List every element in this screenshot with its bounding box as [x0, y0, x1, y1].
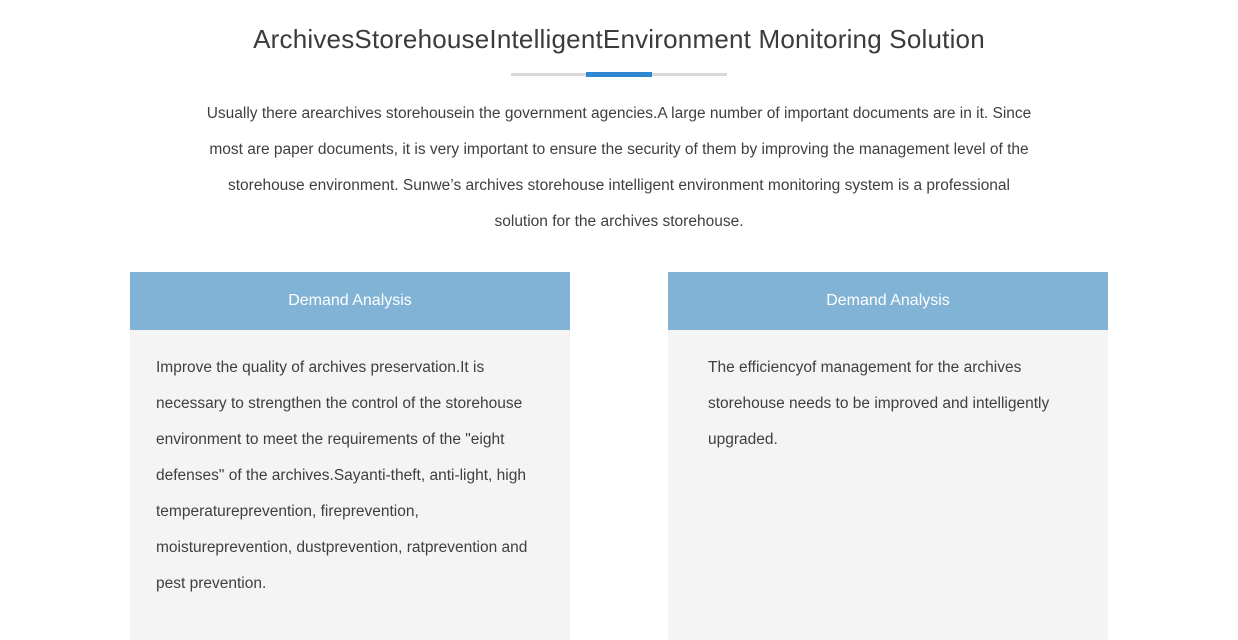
- page-title: ArchivesStorehouseIntelligentEnvironment Monitoring Solution: [253, 24, 985, 54]
- card-header-title: Demand Analysis: [668, 272, 1108, 330]
- cards-container: [0, 272, 1238, 640]
- title-underline-divider: [511, 73, 727, 76]
- card-header-title: Demand Analysis: [130, 272, 570, 330]
- card-body-text: The efficiencyof management for the archives storehouse needs to be improved and intelligently upgraded.: [668, 330, 1108, 640]
- intro-paragraph: Usually there arearchives storehousein the government agencies.A large number of important documents are in it. Since most are paper documents, it is very important to ensure the security of them by improving the management level of the storehouse environment. Sunwe’s archives storehouse intelligent environment monitoring system is a professional solution for the archives storehouse.: [206, 105, 1032, 230]
- card-body-text: Improve the quality of archives preservation.It is necessary to strengthen the control of the storehouse environment to meet the requirements of the "eight defenses" of the archives.Sayanti-theft, anti-light, high temperatureprevention, fireprevention, moistureprevention, dustprevention, ratprevention and pest prevention.: [130, 330, 570, 640]
- demand-analysis-card-1: [130, 272, 570, 640]
- demand-analysis-card-2: [668, 272, 1108, 640]
